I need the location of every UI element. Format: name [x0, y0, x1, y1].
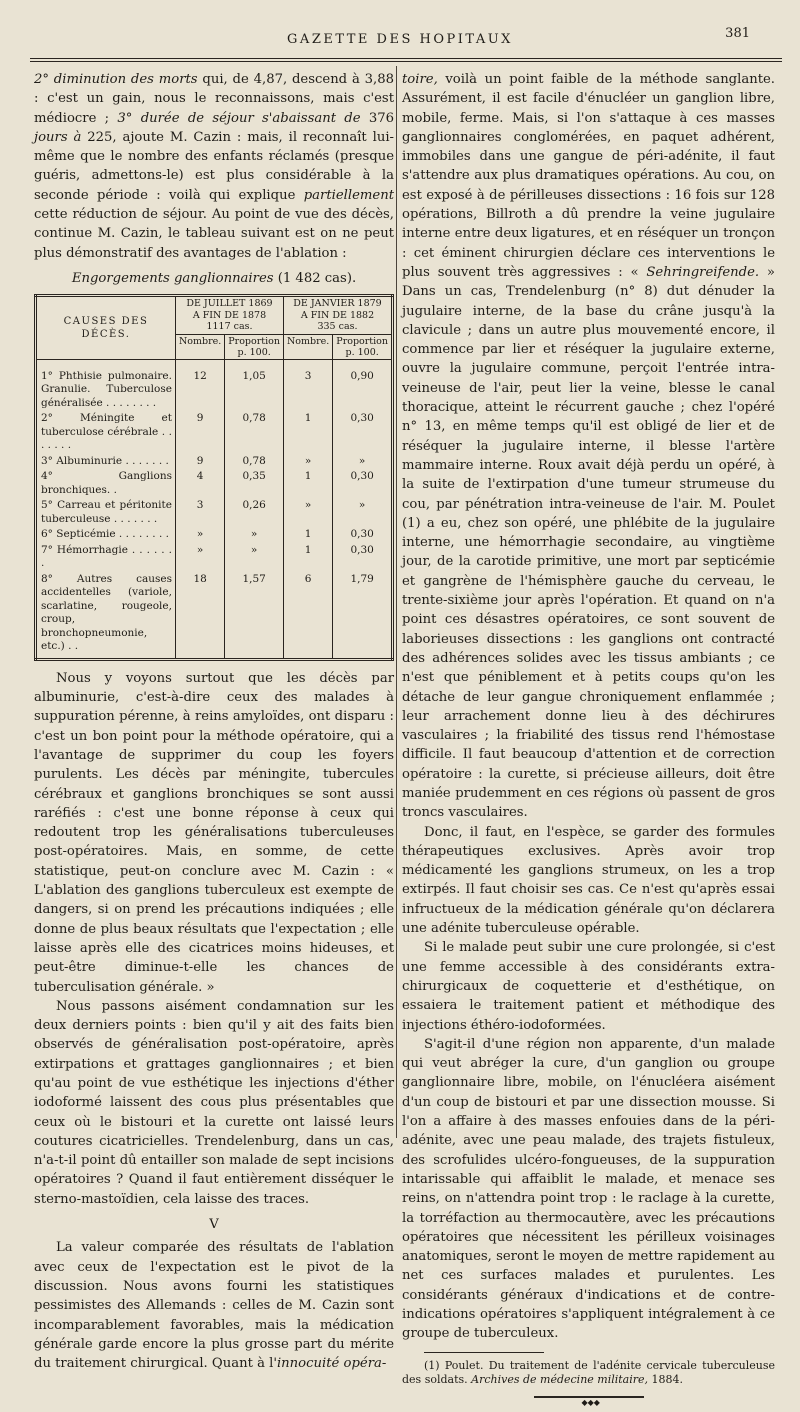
italic-text: 2° diminution des morts [34, 72, 198, 87]
paragraph-formules: Donc, il faut, en l'espèce, se garder des formules thérapeutiques exclusives. Après avoir trop médicamenté les ganglions strumeux, on les a trop extirpés. Il faut choisir ses cas. Ce n'est qu'après essai infructueux de la médication générale qu'on déclarera une adénite tuberculeuse opérable. [402, 824, 775, 937]
period-2-line-3: 335 cas. [317, 321, 358, 333]
column-divider [396, 66, 397, 1138]
table-row [36, 454, 393, 470]
period-2-line-1: DE JANVIER 1879 [293, 298, 382, 310]
proportion-period-2-cell: 0,30 [333, 411, 393, 454]
italic-text: toire, [402, 72, 438, 87]
italic-text: jours à [34, 129, 82, 145]
paragraph-valeur-comparee [34, 1238, 394, 1373]
cause-cell: 4° Ganglions bronchiques. . [36, 469, 176, 498]
number-period-1-cell: 12 [175, 359, 224, 411]
italic-text: innocuité opéra- [276, 1356, 387, 1372]
italic-text: 3° durée de séjour s'abaissant de [117, 110, 361, 126]
column-header-period-2 [283, 296, 392, 335]
table-caption-title: Engorgements ganglionnaires [71, 270, 274, 286]
proportion-period-2-cell: 1,79 [333, 572, 393, 660]
number-period-2-cell: 6 [283, 572, 332, 660]
period-1-line-3: 1117 cas. [206, 321, 253, 333]
cause-cell: 5° Carreau et péritonite tuberculeuse . . . . . . . [36, 498, 176, 527]
death-causes-table [34, 294, 394, 661]
proportion-period-1-cell: » [225, 543, 284, 572]
paragraph-cure-prolongee: Si le malade peut subir une cure prolongée, si c'est une femme accessible à des considérants extra-chirurgicaux de coquetterie et d'esthétique, on essaiera le traitement patient et méthodique des injections éthéro-iodoformées. [402, 940, 775, 1033]
proportion-line-2: p. 100. [237, 346, 271, 358]
number-period-1-cell: 18 [175, 572, 224, 660]
footnote-text: (1) Poulet. Du traitement de l'adénite cervicale tuberculeuse des soldats. [402, 1358, 775, 1387]
number-period-1-cell: 9 [175, 454, 224, 470]
body-text: cette réduction de séjour. Au point de vue des décès, continue M. Cazin, le tableau suivant est on ne peut plus démonstratif des avantages de l'ablation : [34, 207, 394, 261]
italic-text: partiellement [303, 187, 394, 203]
proportion-line-2: p. 100. [345, 346, 379, 358]
table-row [36, 543, 393, 572]
table-row [36, 527, 393, 543]
proportion-period-2-cell: 0,30 [333, 543, 393, 572]
footnote-rule [424, 1352, 544, 1353]
body-text: qui, de 4,87, descend à 3,88 : c'est un gain, nous le reconnaissons, mais c'est médiocre ; [34, 72, 394, 126]
number-period-1-cell: 3 [175, 498, 224, 527]
cause-cell: 6° Septicémie . . . . . . . . [36, 527, 176, 543]
paragraph-condamnation: Nous passons aisément condamnation sur les deux derniers points : bien qu'il y ait des faits bien observés de généralisation post-opératoire, après extirpations et grattages ganglionnaires ; et bien qu'au point de vue esthétique les injections d'éther iodoformé laissent des cous plus présentables que ceux où le bistouri et la curette ont laissé leurs coutures cicatricielles. Trendelenburg, dans un cas, n'a-t-il point dû entailler son malade de sept incisions opératoires ? Quand il faut entièrement disséquer le sterno-mastoïdien, cela laisse des traces. [34, 998, 394, 1207]
proportion-period-2-cell: 0,30 [333, 469, 393, 498]
footnote-year: 1884. [648, 1373, 684, 1387]
end-ornament: ◆◆◆ [534, 1396, 644, 1398]
subheader-proportion-1 [225, 334, 284, 359]
cause-cell: 8° Autres causes accidentelles (variole, scarlatine, rougeole, croup, bronchopneumonie, etc.) . . [36, 572, 176, 660]
number-period-1-cell: » [175, 527, 224, 543]
table-row [36, 359, 393, 411]
number-period-2-cell: 1 [283, 469, 332, 498]
cause-cell: 2° Méningite et tuberculose cérébrale . . . . . . . [36, 411, 176, 454]
proportion-period-2-cell: » [333, 454, 393, 470]
body-text: 225, ajoute M. Cazin : mais, il reconnaît lui-même que le nombre des enfants réclamés (presque guéris, admettons-le) est plus considérable à la seconde période : voilà qui explique [34, 129, 394, 203]
period-2-line-2: A FIN DE 1882 [300, 309, 375, 321]
proportion-period-1-cell: » [225, 527, 284, 543]
proportion-period-1-cell: 1,05 [225, 359, 284, 411]
number-period-2-cell: » [283, 454, 332, 470]
running-head: GAZETTE DES HOPITAUX [287, 32, 513, 47]
paragraph-albuminurie: Nous y voyons surtout que les décès par albuminurie, c'est-à-dire ceux des malades à suppuration pérenne, à reins amyloïdes, ont disparu : c'est un bon point pour la méthode opératoire, qui a l'avantage de supprimer du coup les foyers purulents. Les décès par méningite, tubercules cérébraux et ganglions bronchiques se sont aussi raréfiés : c'est une bonne réponse à ceux qui redoutent trop les généralisations tuberculeuses post-opératoires. Mais, en somme, de cette statistique, peut-on conclure avec M. Cazin : « L'ablation des ganglions tuberculeux est exempte de dangers, si on prend les précautions indiquées ; elle donne de plus beaux résultats que l'expectation ; elle laisse après elle des cicatrices moins hideuses, et peut-être diminue-t-elle les chances de tuberculisation générale. » [34, 670, 394, 995]
period-1-line-2: A FIN DE 1878 [192, 309, 267, 321]
cause-cell: 3° Albuminurie . . . . . . . [36, 454, 176, 470]
proportion-line-1: Proportion [228, 335, 280, 347]
body-text: 376 [360, 110, 394, 126]
left-column [34, 70, 394, 1373]
proportion-period-1-cell: 1,57 [225, 572, 284, 660]
table-body [36, 359, 393, 659]
footnote-journal: Archives de médecine militaire, [471, 1373, 649, 1387]
table-row [36, 411, 393, 454]
proportion-period-2-cell: 0,30 [333, 527, 393, 543]
number-period-2-cell: 1 [283, 543, 332, 572]
body-text: La valeur comparée des résultats de l'ablation avec ceux de l'expectation est le pivot de la discussion. Nous avons fourni les statistiques pessimistes des Allemands : celles de M. Cazin sont incomparablement favorables, mais la médication générale garde encore la plus grosse part du mérite du traitement chirurgical. Quant à l' [34, 1240, 394, 1372]
proportion-period-2-cell: 0,90 [333, 359, 393, 411]
body-text: voilà un point faible de la méthode sanglante. Assurément, il est facile d'énucléer un ganglion libre, mobile, ferme. Mais, si l'on s'attaque à ces masses ganglionnaires conglomérées, en paquet adhérent, immobiles dans une gangue de péri-adénite, il faut s'attendre aux plus dramatiques opérations. Au cou, on est exposé à de périlleuses dissections : 16 fois sur 128 opérations, Billroth a dû prendre la veine jugulaire interne entre deux ligatures, et en réséquer un tronçon : cet éminent chirurgien déclare ces interventions le plus souvent très aggressives : « [402, 72, 775, 280]
column-header-causes: CAUSES DES DÉCÈS. [36, 296, 176, 360]
italic-text: Sehringreifende. [646, 264, 760, 280]
table-row [36, 469, 393, 498]
number-period-2-cell: 3 [283, 359, 332, 411]
header-rule-double [30, 61, 782, 62]
subheader-proportion-2 [333, 334, 393, 359]
footnote [402, 1359, 775, 1388]
section-numeral: V [209, 1217, 219, 1233]
subheader-number-1: Nombre. [175, 334, 224, 359]
right-column [402, 70, 775, 1407]
number-period-1-cell: 9 [175, 411, 224, 454]
proportion-line-1: Proportion [336, 335, 388, 347]
number-period-2-cell: » [283, 498, 332, 527]
proportion-period-1-cell: 0,26 [225, 498, 284, 527]
number-period-1-cell: » [175, 543, 224, 572]
number-period-2-cell: 1 [283, 527, 332, 543]
proportion-period-2-cell: » [333, 498, 393, 527]
body-text: » Dans un cas, Trendelenburg (n° 8) dut dénuder la jugulaire interne, de la base du crâne jusqu'à la clavicule ; dans un autre plus mouvementé encore, il commence par lier et réséquer la jugulaire externe, ouvre la jugulaire commune, perçoit l'entrée intra-veineuse de l'air, peut lier la veine, blesse le canal thoracique, atteint le récurrent gauche ; chez l'opéré n° 13, en même temps qu'il est obligé de lier et de réséquer la jugulaire interne, il blesse l'artère mammaire interne. Roux avait déjà perdu un opéré, à la suite de l'extirpation d'une tumeur strumeuse du cou, par pénétration intra-veineuse de l'air. M. Poulet (1) a eu, chez son opéré, une phlébite de la jugulaire interne, une hémorrhagie secondaire, au vingtième jour, de la carotide primitive, une mort par septicémie et gangrène de l'hémisphère gauche du cerveau, le trente-sixième jour après l'opération. Et quand on n'a point ces désastres opératoires, ce sont souvent de laborieuses dissections : les ganglions ont contracté des adhérences solides avec les tissus ambiants ; ce n'est que péniblement et à petits coups qu'on les détache de leur gangue chroniquement enflammée ; leur arrachement donne lieu à des déchirures vasculaires ; la friabilité des tissus rend l'hémostase difficile. Il faut beaucoup d'attention et de correction opératoire : la curette, si précieuse ailleurs, doit être maniée prudemment en ces régions où passent de gros troncs vasculaires. [402, 264, 775, 821]
subheader-number-2: Nombre. [283, 334, 332, 359]
paragraph-region-apparente: S'agit-il d'une région non apparente, d'un malade qui veut abréger la cure, d'un ganglion ou groupe ganglionnaire libre, mobile, on l'énucléera aisément d'un coup de bistouri et par une dissection mousse. Si l'on a affaire à des masses enfouies dans de la péri-adénite, avec une peau malade, des trajets fistuleux, des scrofulides ulcéro-fongueuses, de la suppuration intarissable qui affaiblit le malade, et menace ses reins, on n'attendra point trop : le raclage à la curette, la torréfaction au thermocautère, avec les précautions opératoires que nécessitent les périlleux voisinages anatomiques, seront le moyen de mettre rapidement au net ces surfaces malades et purulentes. Les considérants généraux d'indications et de contre-indications opératoires s'appliquent intégralement à ce groupe de tuberculeux. [402, 1036, 775, 1342]
table-caption-count: (1 482 cas). [273, 270, 357, 286]
page-number: 381 [725, 26, 750, 41]
header-rule [30, 58, 782, 59]
paragraph-innocuite [402, 70, 775, 823]
proportion-period-1-cell: 0,78 [225, 411, 284, 454]
proportion-period-1-cell: 0,78 [225, 454, 284, 470]
number-period-1-cell: 4 [175, 469, 224, 498]
cause-cell: 7° Hémorrhagie . . . . . . . [36, 543, 176, 572]
number-period-2-cell: 1 [283, 411, 332, 454]
table-row [36, 498, 393, 527]
cause-cell: 1° Phthisie pulmonaire. Granulie. Tuberculose généralisée . . . . . . . . [36, 359, 176, 411]
table-caption [34, 269, 394, 288]
period-1-line-1: DE JUILLET 1869 [186, 298, 273, 310]
proportion-period-1-cell: 0,35 [225, 469, 284, 498]
column-header-period-1 [175, 296, 283, 335]
paragraph-diminution [34, 70, 394, 263]
table-row [36, 572, 393, 660]
